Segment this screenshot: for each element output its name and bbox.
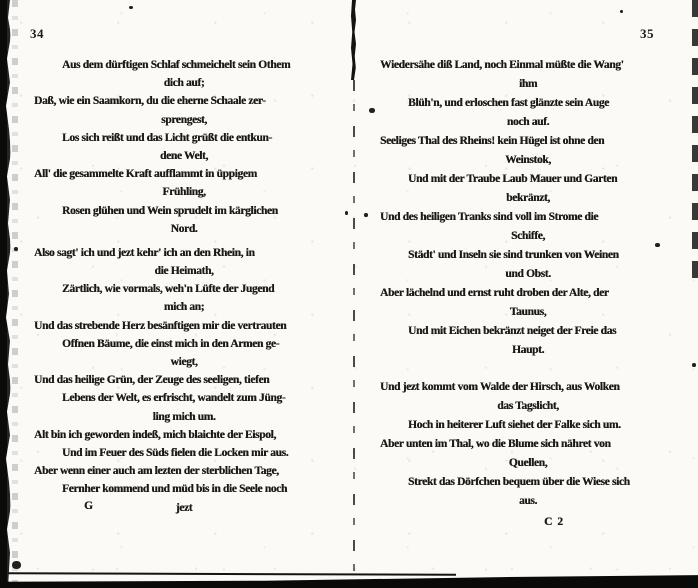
poem-line: Seeliges Thal des Rheins! kein Hügel ist ohne den [380, 135, 605, 147]
poem-line: Und im Feuer des Süds fielen die Locken mir aus. [62, 446, 289, 459]
page-gutter-line-top [351, 0, 356, 80]
poem-line: Daß, wie ein Saamkorn, du die eherne Schaale zer- [34, 95, 266, 108]
ink-speck [345, 211, 348, 215]
poem-line: Aber unten im Thal, wo die Blume sich nähret von [380, 438, 611, 450]
poem-line: ling mich um. [152, 410, 216, 423]
poem-line: mich an; [163, 301, 205, 314]
poem-line: Los sich reißt und das Licht grüßt die entkun- [62, 131, 272, 144]
poem-text-right [372, 56, 684, 511]
binding-ghost-marks [12, 0, 18, 588]
ink-speck [692, 363, 696, 367]
poem-line: Und jezt kommt vom Walde der Hirsch, aus Wolken [380, 381, 620, 393]
page-gutter-line [353, 80, 355, 572]
poem-line: Und mit Eichen bekränzt neiget der Freie das [408, 325, 617, 337]
poem-line: Blüh'n, und erloschen fast glänzte sein Auge [408, 97, 609, 109]
poem-line: Quellen, [508, 457, 548, 469]
poem-line: ihm [518, 78, 538, 90]
ink-speck [620, 10, 623, 13]
ink-speck [364, 213, 368, 217]
poem-line: Offnen Bäume, die einst mich in den Armen ge- [62, 337, 280, 350]
poem-line: Aber wenn einer auch am lezten der sterblichen Tage, [34, 465, 279, 478]
signature-mark-left: G [84, 500, 93, 512]
poem-line: die Heimath, [154, 265, 214, 278]
page-number-left: 34 [30, 26, 44, 41]
poem-line: sprengest, [161, 113, 207, 126]
stanza-gap [372, 360, 684, 378]
poem-line: Städt' und Inseln sie sind trunken von Weinen [408, 249, 619, 261]
poem-line: Weinstok, [505, 154, 551, 166]
poem-line: Strekt das Dörfchen bequem über die Wiese sich [408, 476, 630, 488]
ink-speck [129, 6, 133, 9]
poem-line: Schiffe, [511, 230, 545, 242]
poem-line: Nord. [170, 222, 198, 235]
poem-line: All' die gesammelte Kraft aufflammt in üppigem [34, 168, 257, 181]
bottom-scan-line [8, 572, 456, 576]
poem-line: bekränzt, [506, 192, 550, 204]
poem-line: dene Welt, [159, 149, 209, 162]
ink-speck [369, 108, 375, 113]
poem-line: Also sagt' ich und jezt kehr' ich an den Rhein, in [34, 246, 255, 259]
bottom-scan-band [0, 574, 698, 588]
poem-line: dich auf; [163, 77, 205, 90]
poem-line: Aber lächelnd und ernst ruht droben der Alte, der [380, 287, 609, 299]
poem-line: Zärtlich, wie vormals, weh'n Lüfte der Jugend [62, 283, 275, 296]
poem-line: Alt bin ich geworden indeß, mich blaichte der Eispol, [34, 428, 276, 441]
poem-line: Fernher kommend und müd bis in die Seele noch [62, 483, 287, 496]
poem-line: Und mit der Traube Laub Mauer und Garten [408, 173, 618, 185]
poem-line: aus. [518, 495, 538, 507]
right-edge-strip [692, 0, 698, 278]
poem-line: Und des heiligen Tranks sind voll im Strome die [380, 211, 599, 223]
poem-line: jezt [175, 501, 193, 514]
poem-line: Haupt. [511, 344, 545, 356]
poem-line: Wiedersähe diß Land, noch Einmal müßte die Wang' [380, 59, 624, 71]
poem-line: das Tagslicht, [497, 400, 559, 412]
poem-line: Hoch in heiterer Luft siehet der Falke sich um. [408, 419, 621, 431]
poem-line: Taunus, [509, 306, 547, 318]
poem-line: Und das strebende Herz besänftigen mir die vertrauten [34, 319, 287, 332]
page-number-right: 35 [640, 26, 654, 41]
poem-line: Frühling, [162, 186, 206, 199]
poem-line: Und das heilige Grün, der Zeuge des seeligen, tiefen [34, 374, 270, 387]
poem-text-left [26, 56, 342, 517]
poem-line: und Obst. [505, 268, 551, 280]
signature-mark-right: C 2 [544, 516, 564, 528]
ink-speck [655, 243, 660, 247]
poem-line: Aus dem dürftigen Schlaf schmeichelt sein Othem [62, 59, 291, 71]
page-left [26, 26, 342, 517]
page-right [372, 26, 684, 528]
poem-line: Rosen glühen und Wein sprudelt im kärglichen [62, 204, 278, 217]
poem-line: Lebens der Welt, es erfrischt, wandelt zum Jüng- [62, 392, 286, 405]
poem-line: wiegt, [170, 356, 198, 368]
poem-line: noch auf. [506, 116, 550, 128]
